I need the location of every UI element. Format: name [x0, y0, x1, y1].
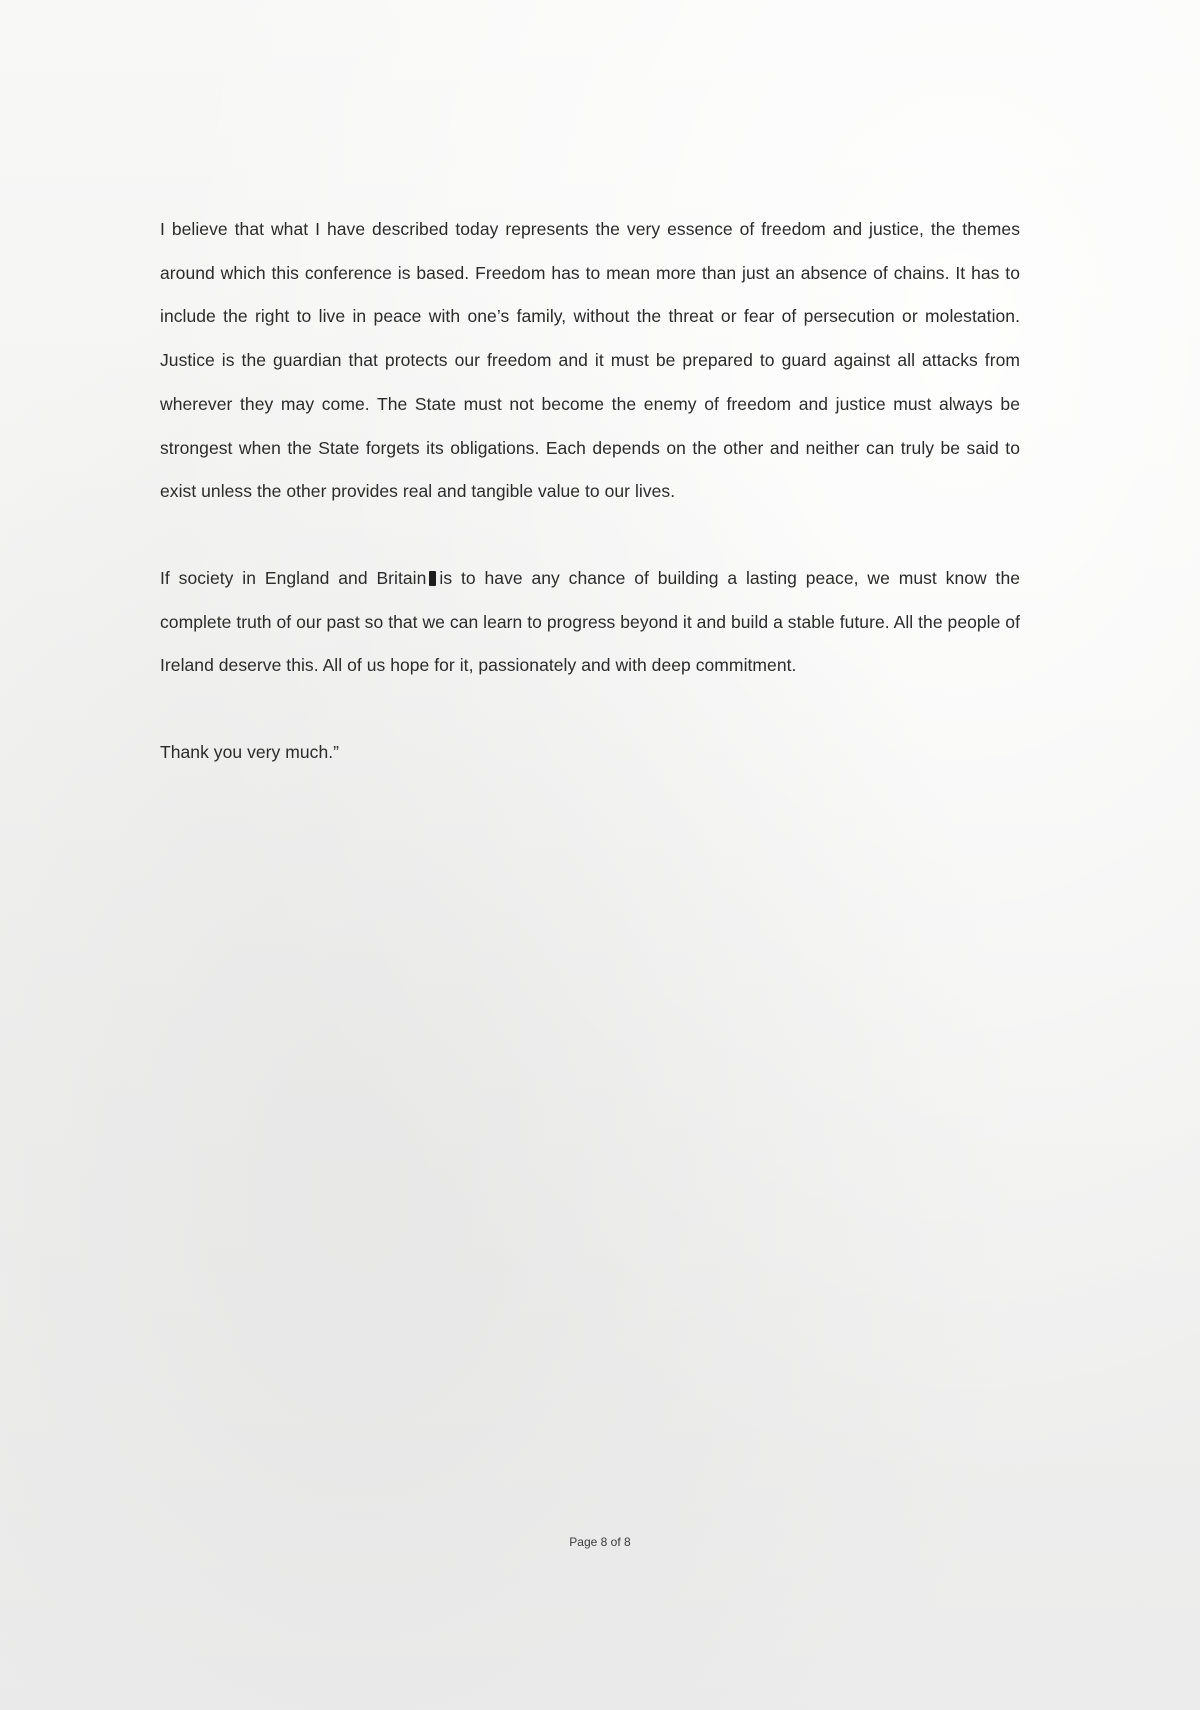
paragraph-lasting-peace-end: is to have any chance of building a lasting peace, we must know the complete truth of our past so that we can learn to progress beyond it and build a stable future. All the people of Ireland deserve this. All of us hope for it, passionately and with deep commitment.	[160, 567, 1021, 676]
document-body	[160, 208, 1020, 775]
paragraph-lasting-peace-start: If society in England and Britain	[160, 567, 427, 588]
paragraph-lasting-peace	[160, 557, 1020, 688]
closing-line: Thank you very much.”	[160, 742, 340, 763]
redaction-mark	[429, 571, 436, 586]
paragraph-freedom-justice: I believe that what I have described today represents the very essence of freedom and justice, the themes around which this conference is based. Freedom has to mean more than just an absence of chains. It has to include the right to live in peace with one’s family, without the threat or fear of persecution or molestation. Justice is the guardian that protects our freedom and it must be prepared to guard against all attacks from wherever they may come. The State must not become the enemy of freedom and justice must always be strongest when the State forgets its obligations. Each depends on the other and neither can truly be said to exist unless the other provides real and tangible value to our lives.	[160, 219, 1020, 502]
page-number: Page 8 of 8	[569, 1535, 631, 1549]
